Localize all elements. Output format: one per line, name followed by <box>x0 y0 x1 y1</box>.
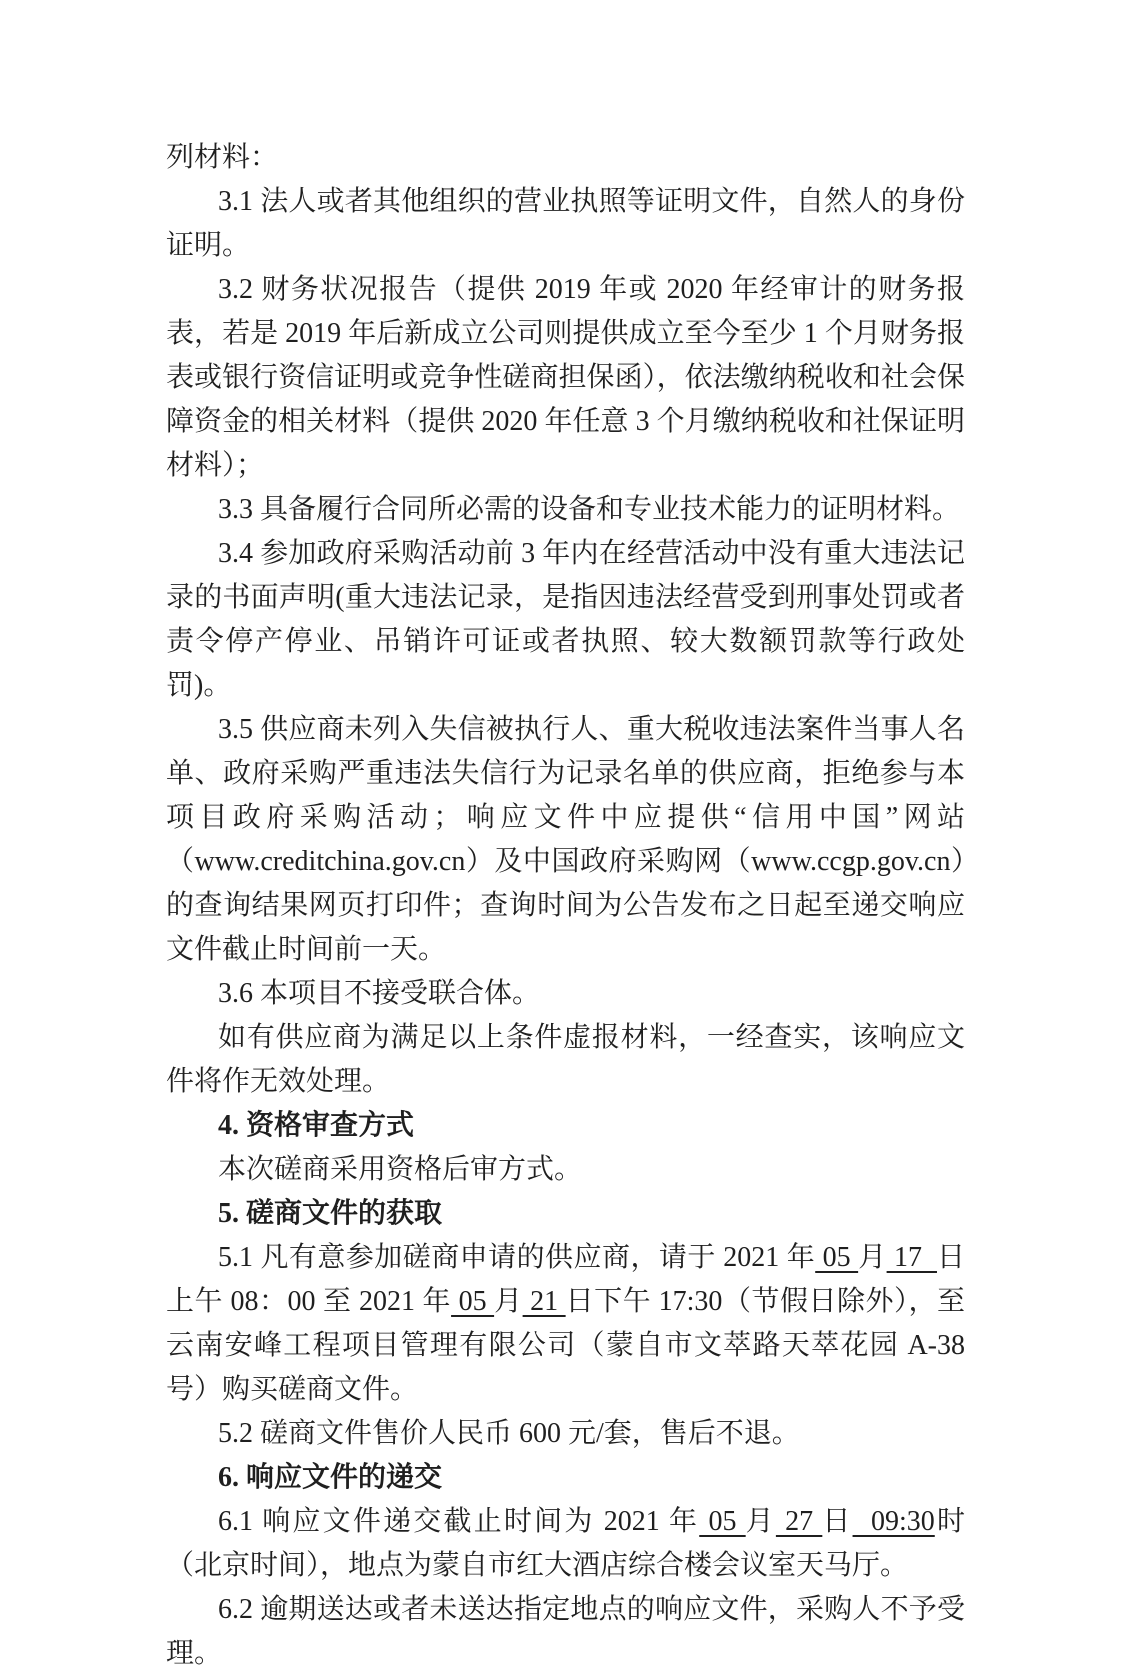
text-run: 3.5 供应商未列入失信被执行人、重大税收违法案件当事人名单、政府采购严重违法失信行为记录名单的供应商，拒绝参与本项目政府采购活动；响应文件中应提供“信用中国”网站（www.creditchina.gov.cn）及中国政府采购网（www.ccgp.gov.cn）的查询结果网页打印件；查询时间为公告发布之日起至递交响应文件截止时间前一天。 <box>166 714 965 965</box>
text-run: 本次磋商采用资格后审方式。 <box>218 1154 583 1185</box>
filled-blank: 05 <box>815 1242 859 1273</box>
text-run: 3.2 财务状况报告（提供 2019 年或 2020 年经审计的财务报表，若是 2019 年后新成立公司则提供成立至今至少 1 个月财务报表或银行资信证明或竞争性磋商担保函），依法缴纳税收和社会保障资金的相关材料（提供 2020 年任意 3 个月缴纳税收和社保证明材料）； <box>166 274 965 481</box>
text-run: 6.2 逾期送达或者未送达指定地点的响应文件，采购人不予受理。 <box>166 1594 965 1669</box>
text-run: 列材料： <box>166 142 279 173</box>
item-3-3 <box>166 488 965 532</box>
text-run: 3.3 具备履行合同所必需的设备和专业技术能力的证明材料。 <box>218 494 961 525</box>
text-run: 日下午 17:30（节假日除外），至云南安峰工程项目管理有限公司（蒙自市文萃路天萃花园 A-38 号）购买磋商文件。 <box>166 1286 965 1405</box>
text-run: 4. 资格审查方式 <box>218 1110 415 1141</box>
item-5-1 <box>166 1236 965 1412</box>
text-run: 日上午 08：00 至 2021 年 <box>166 1242 965 1317</box>
heading-5 <box>166 1192 965 1236</box>
text-run: 时（北京时间），地点为蒙自市红大酒店综合楼会议室天马厅。 <box>166 1506 965 1581</box>
text-run: 5.1 凡有意参加磋商申请的供应商，请于 2021 年 <box>218 1242 816 1273</box>
item-3-1 <box>166 180 965 268</box>
filled-blank: 09:30 <box>852 1506 935 1537</box>
text-run: 月 <box>494 1286 523 1317</box>
text-run: 月 <box>858 1242 887 1273</box>
item-6-1 <box>166 1500 965 1588</box>
item-3-4 <box>166 532 965 708</box>
text-run: 5. 磋商文件的获取 <box>218 1198 443 1229</box>
filled-blank: 05 <box>699 1506 746 1537</box>
text-run: 日 <box>822 1506 853 1537</box>
item-5-2 <box>166 1412 965 1456</box>
para-4-1 <box>166 1148 965 1192</box>
filled-blank: 05 <box>451 1286 495 1317</box>
text-run: 6.1 响应文件递交截止时间为 2021 年 <box>218 1506 700 1537</box>
text-run: 3.4 参加政府采购活动前 3 年内在经营活动中没有重大违法记录的书面声明(重大违法记录，是指因违法经营受到刑事处罚或者责令停产停业、吊销许可证或者执照、较大数额罚款等行政处罚)。 <box>166 538 965 701</box>
heading-4 <box>166 1104 965 1148</box>
text-run: 月 <box>745 1506 776 1537</box>
item-3-2 <box>166 268 965 488</box>
item-3-6 <box>166 972 965 1016</box>
text-run: 6. 响应文件的递交 <box>218 1462 443 1493</box>
text-run: 3.1 法人或者其他组织的营业执照等证明文件，自然人的身份证明。 <box>166 186 965 261</box>
line-continuation <box>166 136 965 180</box>
filled-blank: 27 <box>775 1506 823 1537</box>
item-6-2 <box>166 1588 965 1676</box>
text-run: 3.6 本项目不接受联合体。 <box>218 978 541 1009</box>
filled-blank: 21 <box>522 1286 566 1317</box>
document-body <box>166 136 965 1676</box>
note-false-materials <box>166 1016 965 1104</box>
text-run: 5.2 磋商文件售价人民币 600 元/套，售后不退。 <box>218 1418 800 1449</box>
item-3-5 <box>166 708 965 972</box>
heading-6 <box>166 1456 965 1500</box>
text-run: 如有供应商为满足以上条件虚报材料，一经查实，该响应文件将作无效处理。 <box>166 1022 965 1097</box>
filled-blank: 17 <box>886 1242 937 1273</box>
